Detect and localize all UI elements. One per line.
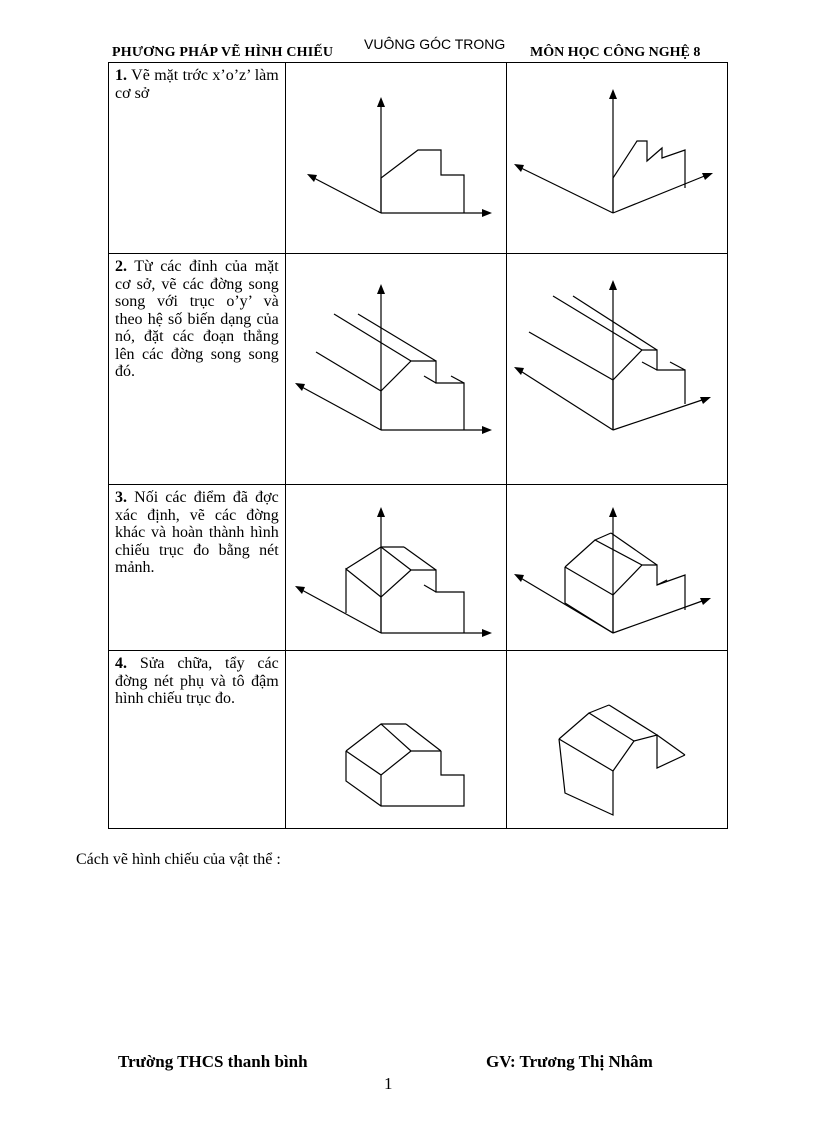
step-1-number: 1. — [115, 67, 127, 84]
step-text-cell — [109, 63, 286, 254]
step-4-figure-a — [286, 651, 504, 828]
step-row-1 — [109, 63, 728, 254]
step-3-figure-a — [286, 485, 504, 650]
step-text-cell — [109, 254, 286, 485]
figure-cell-2b — [506, 254, 727, 485]
step-3-number: 3. — [115, 489, 127, 506]
figure-cell-1a — [285, 63, 506, 254]
step-4-text — [109, 651, 285, 708]
step-row-4 — [109, 651, 728, 829]
step-3-description: Nối các điểm đã đợc xác định, vẽ các đờng khác và hoàn thành hình chiếu trục đo bằng nét mảnh. — [115, 489, 279, 576]
page-number: 1 — [384, 1074, 393, 1093]
step-4-number: 4. — [115, 655, 127, 672]
figure-cell-3b — [506, 485, 727, 651]
step-1-description: Vẽ mặt trớc x’o’z’ làm cơ sở — [115, 67, 279, 102]
header-right: MÔN HỌC CÔNG NGHỆ 8 — [530, 45, 701, 60]
figure-caption: Cách vẽ hình chiếu của vật thể : — [76, 851, 281, 868]
figure-cell-1b — [506, 63, 727, 254]
step-text-cell — [109, 485, 286, 651]
step-2-text — [109, 254, 285, 381]
step-1-figure-a — [286, 63, 504, 253]
step-2-figure-a — [286, 254, 504, 484]
header-middle: VUÔNG GÓC TRONG — [364, 36, 506, 52]
step-2-description: Từ các đỉnh của mặt cơ sở, vẽ các đờng song song với trục o’y’ và theo hệ số biến dạng của nó, đặt các đoạn thẳng lên các đờng song song đó. — [115, 258, 279, 380]
step-text-cell — [109, 651, 286, 829]
figure-cell-3a — [285, 485, 506, 651]
step-3-text — [109, 485, 285, 577]
footer-teacher: GV: Trương Thị Nhâm — [486, 1052, 653, 1071]
figure-cell-4b — [506, 651, 727, 829]
step-2-number: 2. — [115, 258, 127, 275]
figure-cell-2a — [285, 254, 506, 485]
figure-cell-4a — [285, 651, 506, 829]
step-2-figure-b — [507, 254, 732, 484]
step-1-figure-b — [507, 63, 732, 253]
step-4-figure-b — [507, 651, 732, 828]
step-row-3 — [109, 485, 728, 651]
step-4-description: Sửa chữa, tẩy các đờng nét phụ và tô đậm hình chiếu trục đo. — [115, 655, 279, 707]
footer-school: Trường THCS thanh bình — [118, 1052, 308, 1071]
steps-table — [108, 62, 728, 829]
step-1-text — [109, 63, 285, 102]
header-left: PHƯƠNG PHÁP VẼ HÌNH CHIẾU — [112, 45, 334, 60]
step-row-2 — [109, 254, 728, 485]
step-3-figure-b — [507, 485, 732, 650]
